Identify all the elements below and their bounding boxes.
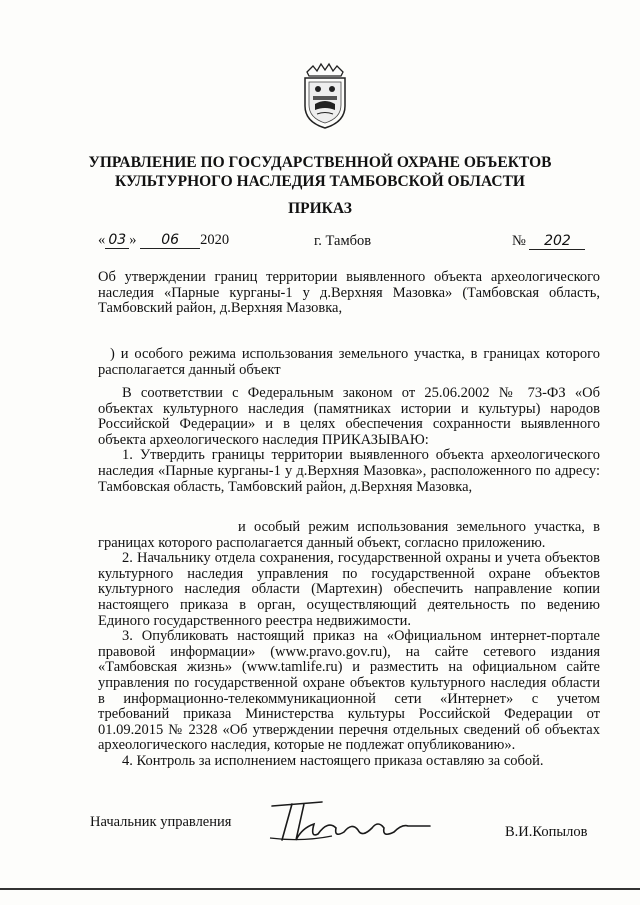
item-4-paragraph: 4. Контроль за исполнением настоящего приказа оставляю за собой. [122,752,544,769]
order-body-part1 [98,386,600,495]
order-body-part2 [98,520,600,770]
preamble-paragraph: В соответствии с Федеральным законом от 25.06.2002 № 73-ФЗ «Об объектах культурного наследия (памятниках истории и культуры) народов Российской Федерации» и в целях обеспечения сохранности выявленного объекта археологического наследия ПРИКАЗЫВАЮ: [98,385,600,448]
date-day: 03 [105,232,129,249]
order-subject-end [98,363,600,379]
item-2-paragraph: 2. Начальнику отдела сохранения, государственной охраны и учета объектов культурного наследия управления по государственной охране объектов культурного наследия области (Мартехин) обеспечить направление копии настоящего приказа в орган, осуществляющий деятельность по ведению Единого государственного реестра недвижимости. [98,550,600,629]
scan-bottom-edge [0,888,640,890]
date-open-quote: « [98,232,106,248]
subject-line-1: Об утверждении границ территории выявленного объекта археологического [98,269,600,285]
document-type-title: ПРИКАЗ [288,200,352,217]
order-subject-continued [110,347,600,363]
subject-line-2: наследия «Парные курганы-1 у д.Верхняя Мазовка» (Тамбовская область, [98,284,600,301]
signature-icon [262,798,442,848]
subject-line-5: располагается данный объект [98,362,281,378]
signatory-position: Начальник управления [90,814,232,830]
coat-of-arms-emblem [297,62,353,130]
subject-line-4: ) и особого режима использования земельного участка, в границах которого [110,346,600,362]
item-1-continuation: и особый режим использования земельного участка, в границах которого располагается данный объект, согласно приложению. [98,519,600,551]
item-1-paragraph: 1. Утвердить границы территории выявленного объекта археологического наследия «Парные курганы-1 у д.Верхняя Мазовка», расположенного по адресу: Тамбовская область, Тамбовский район, д.Верхняя Мазовка, [98,447,600,495]
date-close-quote: » [129,232,137,248]
organization-name-line1: УПРАВЛЕНИЕ ПО ГОСУДАРСТВЕННОЙ ОХРАНЕ ОБЪЕКТОВ [88,154,552,171]
order-number [512,233,585,250]
signatory-name: В.И.Копылов [505,824,588,840]
organization-name-line2: КУЛЬТУРНОГО НАСЛЕДИЯ ТАМБОВСКОЙ ОБЛАСТИ [115,173,525,190]
date-month: 06 [140,232,200,249]
order-date [98,232,229,249]
city: г. Тамбов [314,233,372,249]
date-year: 2020 [200,232,230,248]
number-prefix: № [512,233,526,249]
coat-of-arms-icon [297,62,353,130]
handwritten-signature [262,798,442,848]
order-subject [98,270,600,317]
item-3-paragraph: 3. Опубликовать настоящий приказ на «Официальном интернет-портале правовой информации» (www.pravo.gov.ru), на сайте сетевого издания «Тамбовская жизнь» (www.tamlife.ru) и разместить на официальном сайте управления по государственной охране объектов культурного наследия области в информационно-телекоммуникационной сети «Интернет» с учетом требований приказа Министерства культуры Российской Федерации от 01.09.2015 № 2328 «Об утверждении перечня отдельных сведений об объектах археологического наследия, которые не подлежат опубликованию». [98,628,600,754]
subject-line-3: Тамбовский район, д.Верхняя Мазовка, [98,300,343,317]
number-value: 202 [529,233,585,250]
